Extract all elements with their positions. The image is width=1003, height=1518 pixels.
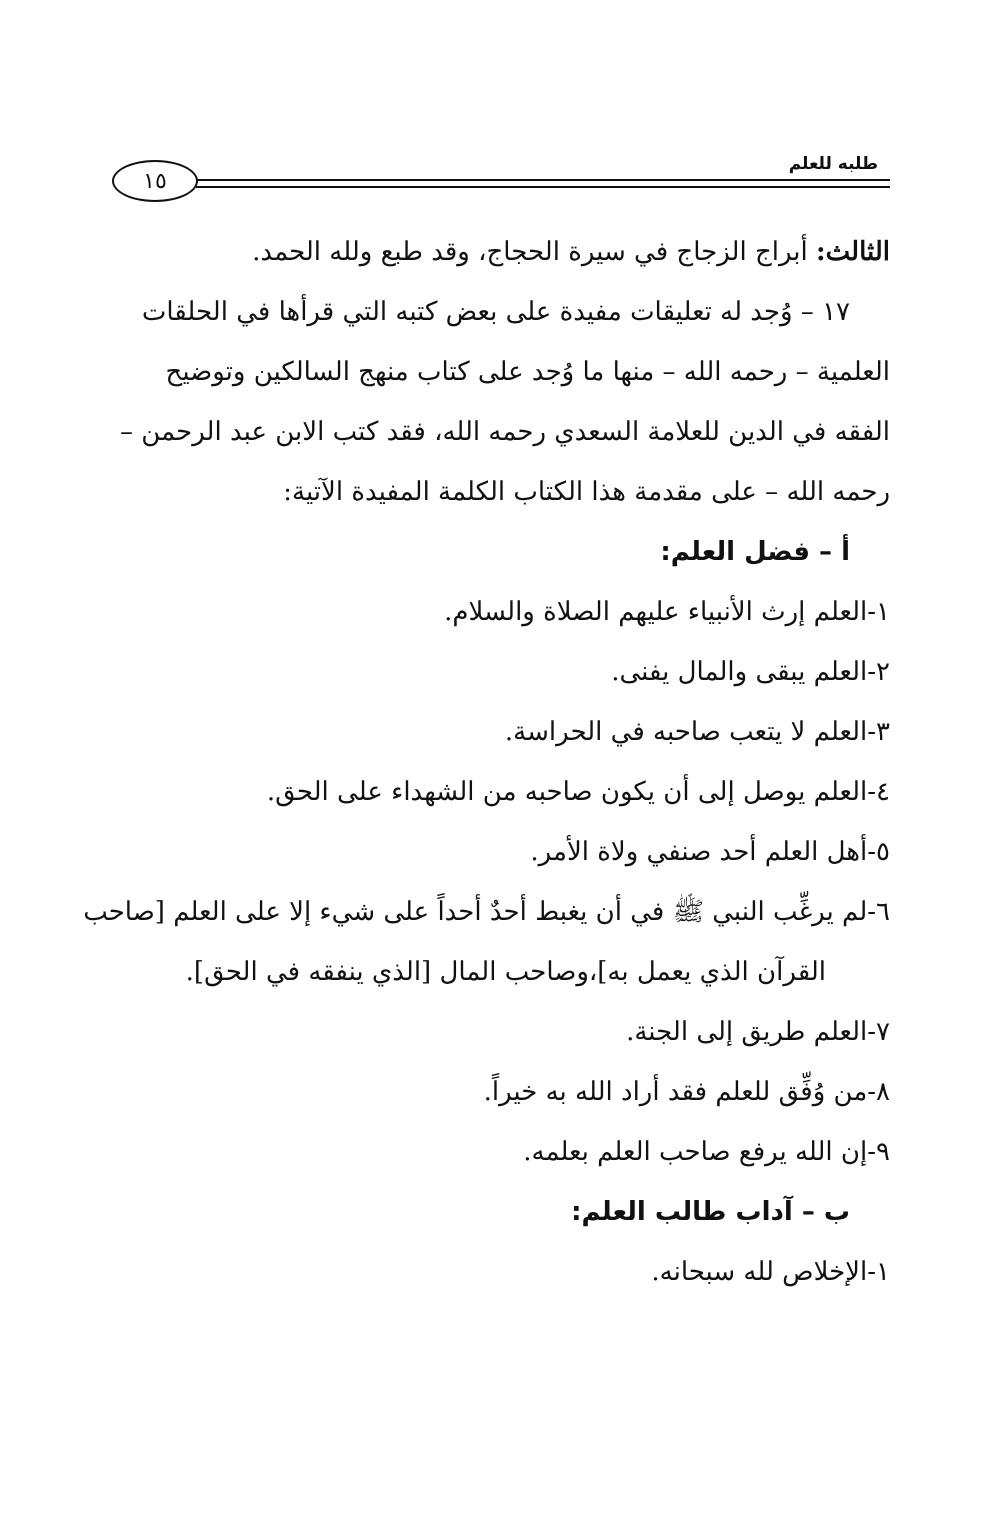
paragraph-17-line-1: ١٧ – وُجد له تعليقات مفيدة على بعض كتبه التي قرأها في الحلقات	[141, 297, 850, 327]
list-item: ١-العلم إرث الأنبياء عليهم الصلاة والسلام.	[444, 597, 890, 627]
heading-etiquette-of-student: ب – آداب طالب العلم:	[571, 1197, 850, 1227]
list-item-continuation: القرآن الذي يعمل به]،وصاحب المال [الذي ينفقه في الحق].	[185, 957, 826, 987]
paragraph-17	[112, 282, 890, 522]
list-item: ٤-العلم يوصل إلى أن يكون صاحبه من الشهداء على الحق.	[266, 777, 890, 807]
header-rule-top	[196, 179, 890, 181]
list-item: ٥-أهل العلم أحد صنفي ولاة الأمر.	[530, 837, 890, 867]
paragraph-17-line-3: الفقه في الدين للعلامة السعدي رحمه الله، فقد كتب الابن عبد الرحمن –	[120, 417, 890, 447]
header-rule-bottom	[196, 186, 890, 188]
page-number-oval	[112, 160, 198, 202]
page-content	[83, 222, 890, 1302]
paragraph-17-line-2: العلمية – رحمه الله – منها ما وُجد على كتاب منهج السالكين وتوضيح	[165, 357, 890, 387]
paragraph-17-line-4: رحمه الله – على مقدمة هذا الكتاب الكلمة المفيدة الآتية:	[283, 477, 890, 507]
page-number: ١٥	[143, 168, 167, 194]
list-item: ٦-لم يرغِّب النبي ﷺ في أن يغبط أحدٌ أحداً على شيء إلا على العلم [صاحب	[83, 897, 890, 927]
list-item: ٩-إن الله يرفع صاحب العلم بعلمه.	[523, 1137, 890, 1167]
running-header	[112, 150, 890, 210]
thalith-label: الثالث:	[816, 237, 890, 267]
list-item: ٨-من وُفِّق للعلم فقد أراد الله به خيراً.	[483, 1077, 890, 1107]
paragraph-thalith	[112, 222, 890, 282]
thalith-text: أبراج الزجاج في سيرة الحجاج، وقد طبع ولله الحمد.	[252, 237, 817, 267]
list-item: ٧-العلم طريق إلى الجنة.	[626, 1017, 890, 1047]
list-item: ٢-العلم يبقى والمال يفنى.	[611, 657, 890, 687]
list-item: ١-الإخلاص لله سبحانه.	[651, 1257, 890, 1287]
heading-virtue-of-knowledge: أ – فضل العلم:	[660, 537, 850, 567]
header-title: طلبه للعلم	[788, 154, 878, 174]
list-item: ٣-العلم لا يتعب صاحبه في الحراسة.	[504, 717, 890, 747]
